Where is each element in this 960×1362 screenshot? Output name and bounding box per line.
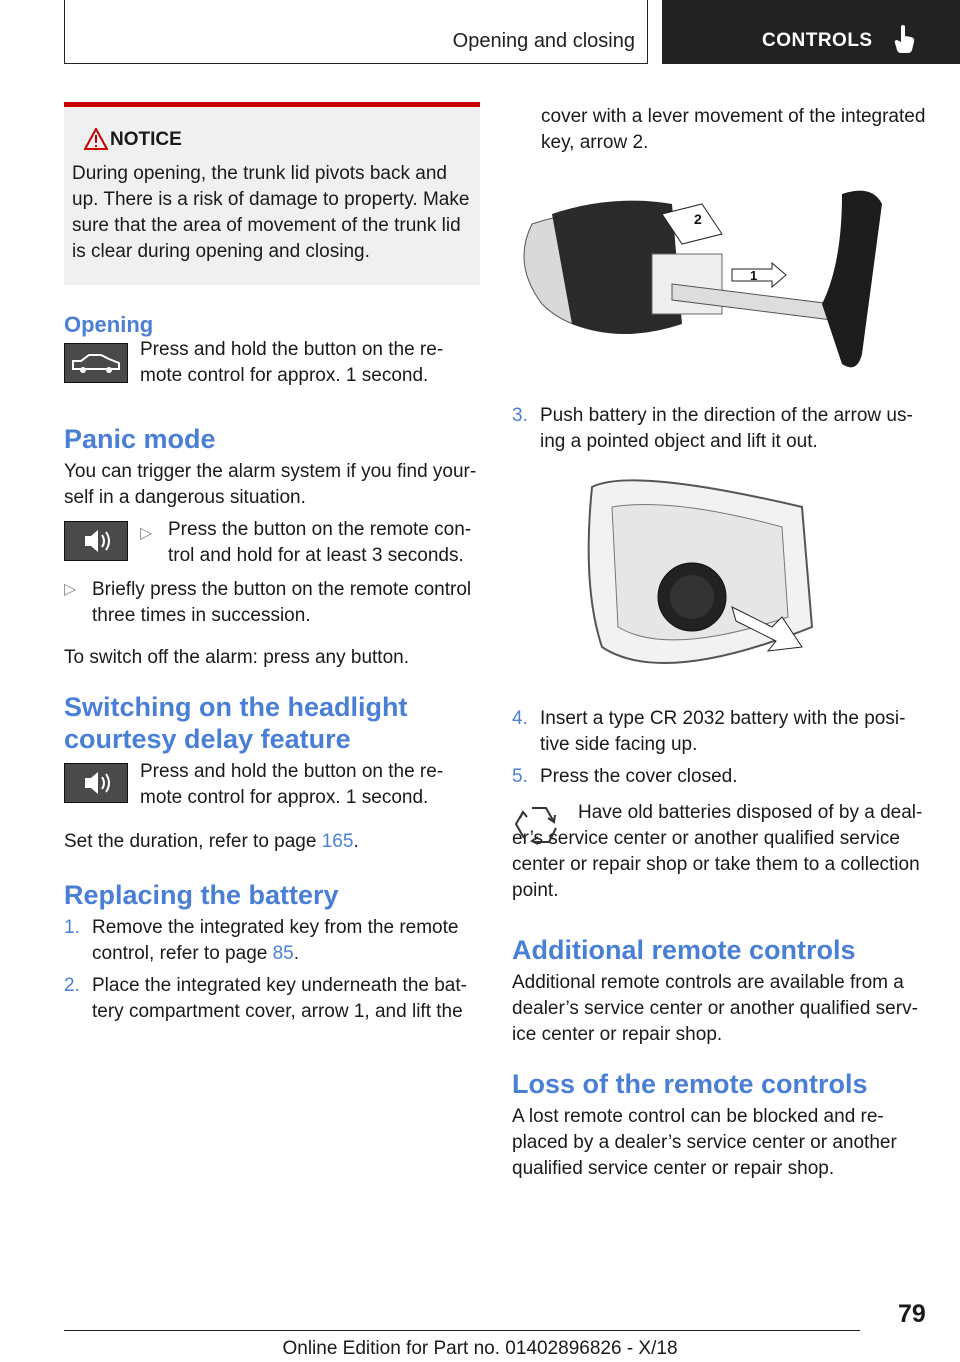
headlight-text: Press and hold the button on the re-mote control for approx. 1 second. <box>140 761 444 808</box>
duration-prefix: Set the duration, refer to page <box>64 831 322 852</box>
step-number: 5. <box>512 766 528 787</box>
duration-suffix: . <box>353 831 359 852</box>
recycle-note <box>512 800 926 904</box>
header-section-title: Opening and closing <box>452 30 635 52</box>
battery-step-2-start: Place the integrated key underneath the bat-tery compartment cover, arrow 1, and lift the <box>92 975 467 1022</box>
footer-divider <box>64 1330 860 1331</box>
page-link-85[interactable]: 85 <box>272 943 294 964</box>
header-chapter-tab <box>662 0 960 64</box>
loss-heading: Loss of the remote controls <box>512 1069 868 1099</box>
battery-step-2-cont: cover with a lever movement of the integrated key, arrow 2. <box>541 106 926 153</box>
pointing-hand-icon <box>894 24 916 54</box>
step-1-text: Remove the integrated key from the remote control, refer to page <box>92 917 459 964</box>
step-number: 2. <box>64 975 80 996</box>
panic-bullet-2: Briefly press the button on the remote control three times in succession. <box>92 579 472 626</box>
headlight-heading: Switching on the headlight courtesy delay feature <box>64 692 408 754</box>
svg-text:1: 1 <box>750 268 758 283</box>
footer-edition: Online Edition for Part no. 01402896826 - X/18 <box>282 1338 678 1359</box>
headlight-duration <box>64 829 480 855</box>
opening-text: Press and hold the button on the re-mote control for approx. 1 second. <box>140 339 444 386</box>
loss-text: A lost remote control can be blocked and re-placed by a dealer’s service center or another qualified service center or repair shop. <box>512 1106 897 1179</box>
opening-heading: Opening <box>64 312 154 337</box>
additional-heading: Additional remote controls <box>512 935 856 965</box>
trunk-button-icon <box>64 343 128 383</box>
additional-text: Additional remote controls are available from a dealer’s service center or another qualified serv-ice center or repair shop. <box>512 972 918 1045</box>
page-number: 79 <box>898 1300 926 1328</box>
step-1-after: . <box>293 943 300 964</box>
panic-bullet-1: Press the button on the remote con-trol and hold for at least 3 seconds. <box>168 519 472 566</box>
step-number: 4. <box>512 708 528 729</box>
right-column <box>512 102 926 1182</box>
left-column <box>64 102 480 1025</box>
notice-text: During opening, the trunk lid pivots back and up. There is a risk of damage to property. Make sure that the area of movement of the trunk lid is clear during opening and closing. <box>72 163 470 262</box>
battery-step-4: Insert a type CR 2032 battery with the posi-tive side facing up. <box>540 708 906 755</box>
step-number: 1. <box>64 917 80 938</box>
recycle-icon <box>512 800 566 854</box>
notice-title: NOTICE <box>110 129 182 150</box>
header-section-box <box>64 0 648 64</box>
bullet-triangle-icon: ▷ <box>140 525 153 542</box>
battery-step-1 <box>92 915 480 967</box>
page-link-165[interactable]: 165 <box>321 831 354 852</box>
panic-intro: You can trigger the alarm system if you find your-self in a dangerous situation. <box>64 461 477 508</box>
svg-text:2: 2 <box>694 211 702 227</box>
battery-compartment-illustration <box>582 477 832 677</box>
recycle-text: Have old batteries disposed of by a deal-er’s service center or another qualified service center or repair shop or take them to a collection point. <box>512 802 923 901</box>
panic-button-icon <box>64 521 128 561</box>
headlight-button-icon <box>64 763 128 803</box>
battery-step-5: Press the cover closed. <box>540 766 738 787</box>
panic-heading: Panic mode <box>64 424 216 454</box>
panic-off-text: To switch off the alarm: press any button. <box>64 647 409 668</box>
key-fob-lever-illustration <box>512 184 922 374</box>
notice-box <box>64 102 480 285</box>
warning-triangle-icon <box>84 128 108 150</box>
header-chapter-title: CONTROLS <box>762 30 873 51</box>
battery-step-3: Push battery in the direction of the arrow us-ing a pointed object and lift it out. <box>540 405 913 452</box>
step-number: 3. <box>512 405 528 426</box>
bullet-triangle-icon: ▷ <box>64 581 77 598</box>
battery-heading: Replacing the battery <box>64 880 339 910</box>
